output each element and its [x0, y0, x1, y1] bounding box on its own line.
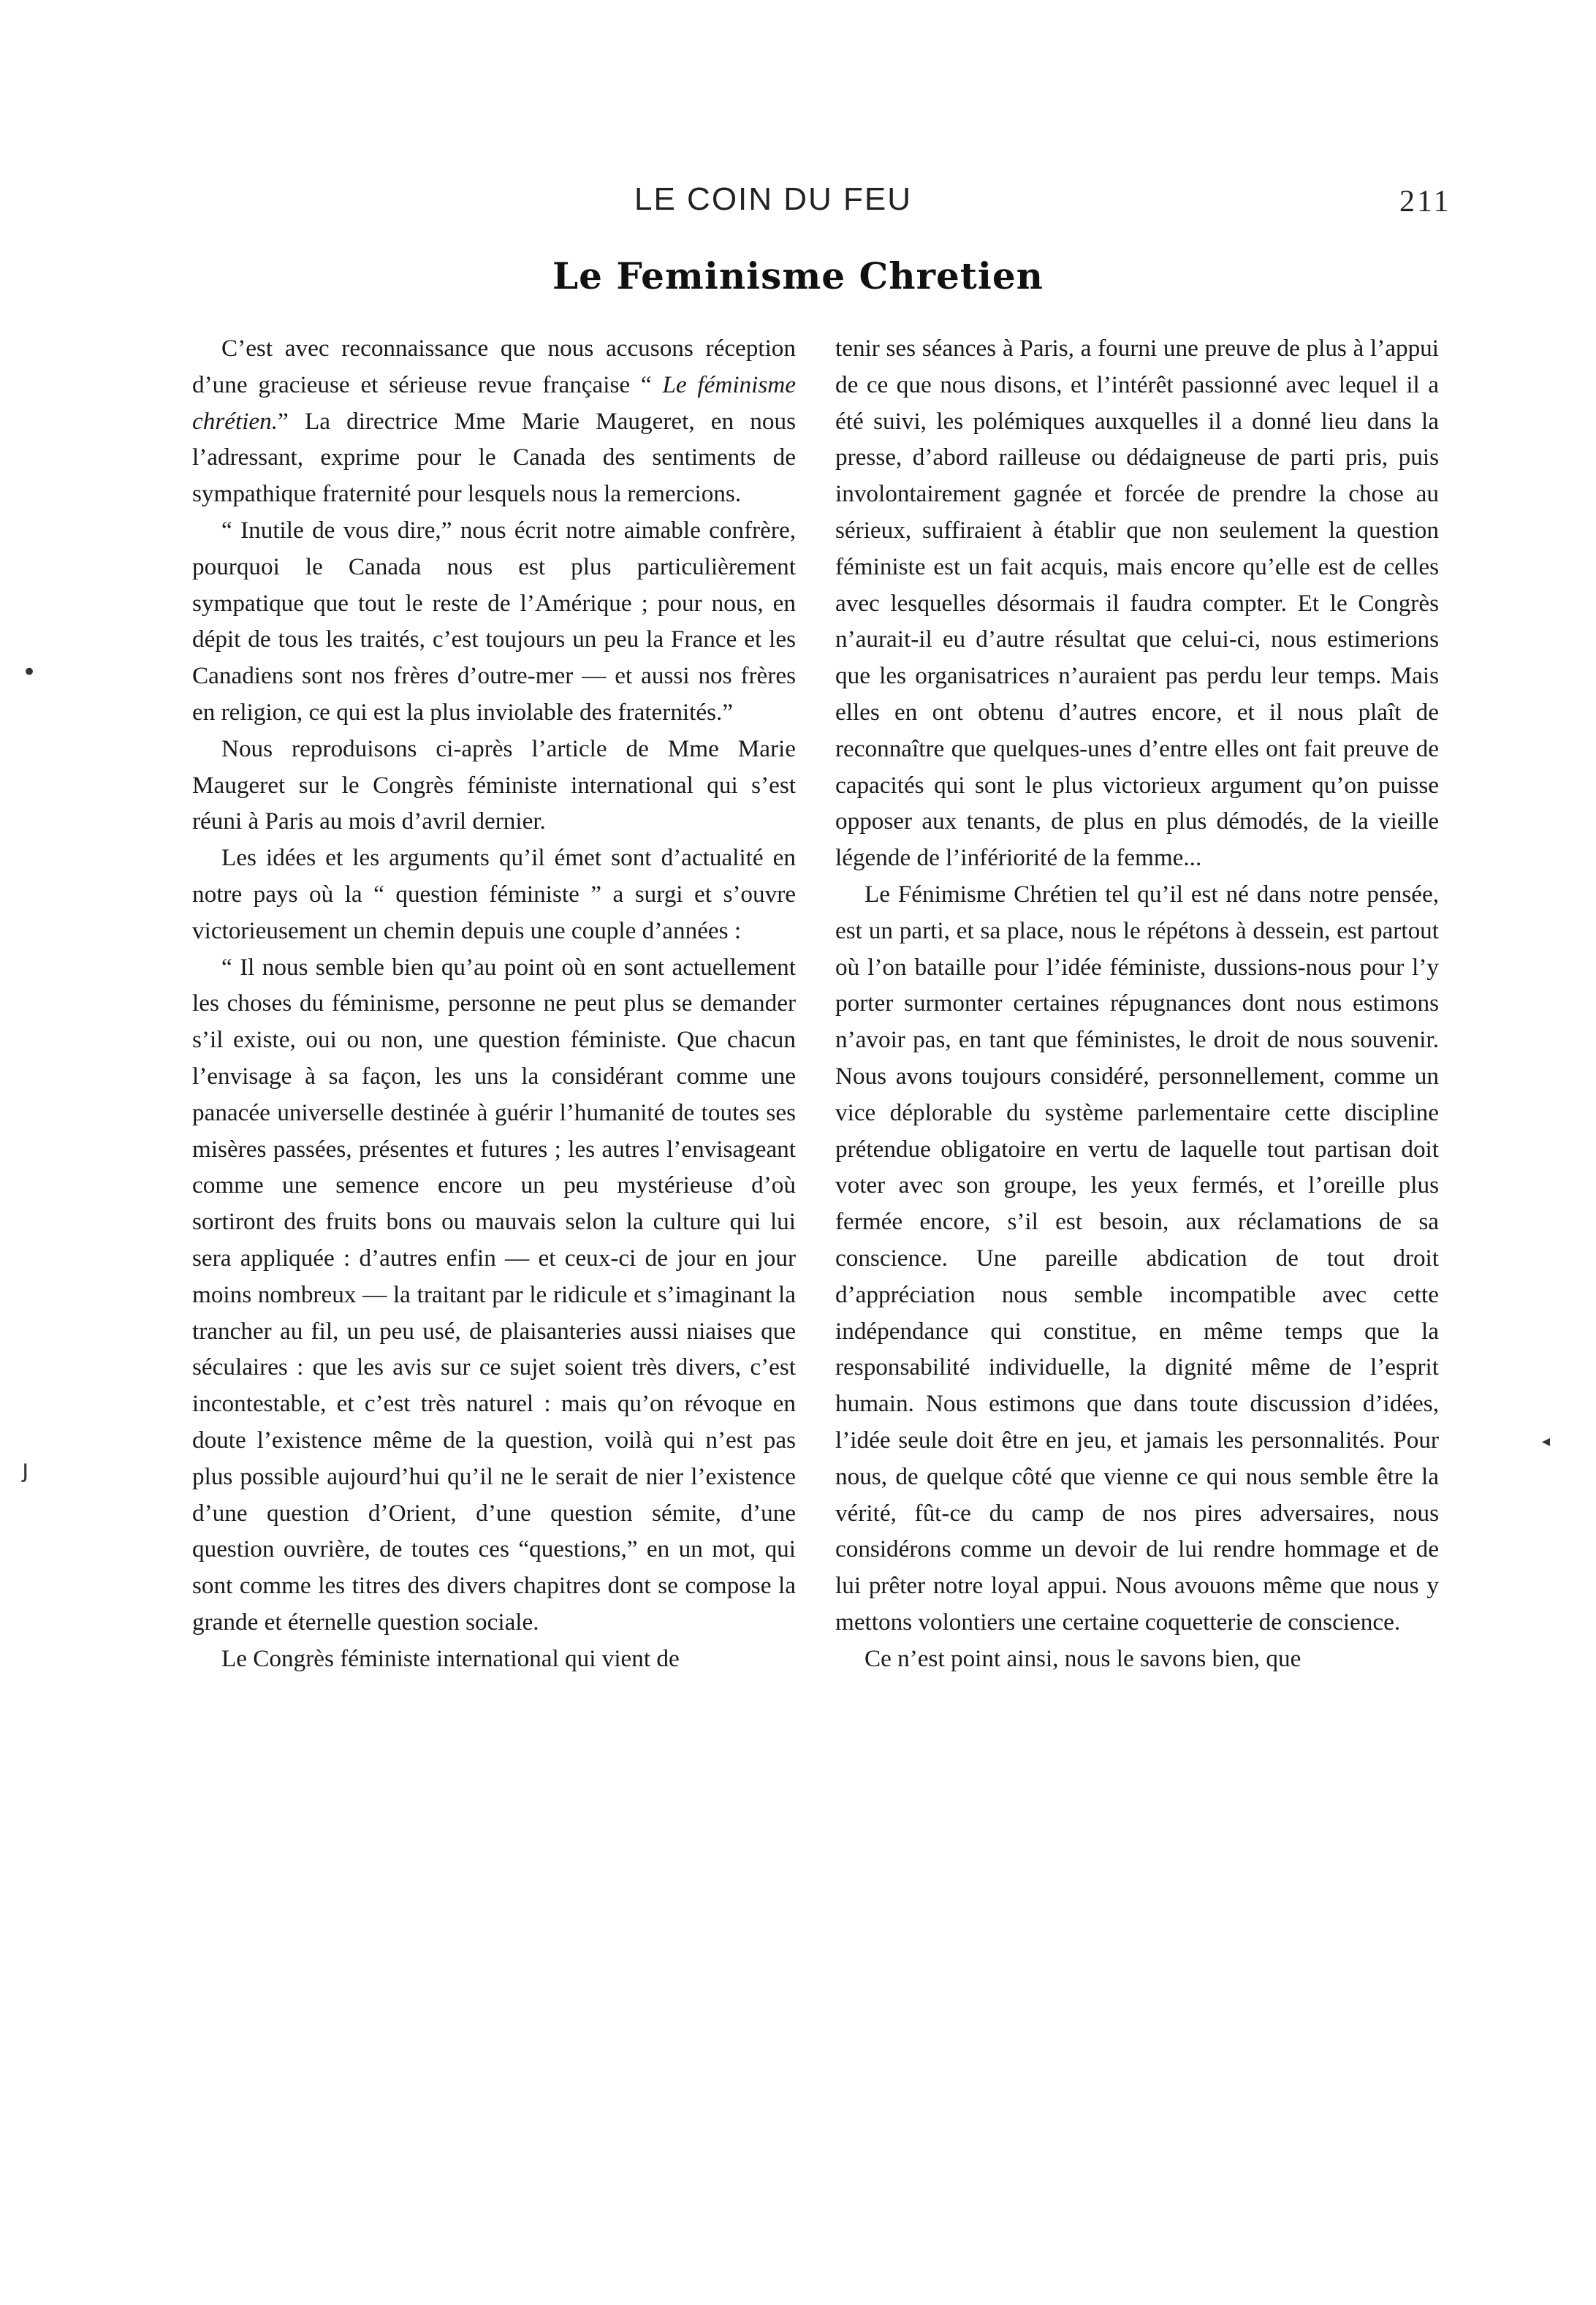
paragraph-text: C’est avec reconnaissance que nous accusons réception d’une gracieuse et sérieuse revue française “ — [192, 335, 796, 398]
running-head — [0, 181, 1596, 225]
paragraph: Le Congrès féministe international qui vient de — [221, 1644, 680, 1672]
paragraph: Ce n’est point ainsi, nous le savons bien, que — [864, 1644, 1302, 1672]
paragraph: tenir ses séances à Paris, a fourni une preuve de plus à l’appui de ce que nous disons, et l’intérêt passionné avec lequel il a été suivi, les polémiques auxquelles il a donné lieu dans la presse, d’abord railleuse ou dédaigneuse de parti pris, puis involontairement gagnée et forcée de prendre la chose au sérieux, suffiraient à établir que non seulement la question féministe est un fait acquis, mais encore qu’elle est de celles avec lesquelles désormais il faudra compter. Et le Congrès n’aurait-il eu d’autre résultat que celui-ci, nous estimerions que les organisatrices n’auraient pas perdu leur temps. Mais elles en ont obtenu d’autres encore, et il nous plaît de reconnaître que quelques-unes d’entre elles ont fait preuve de capacités qui sont le plus victorieux argument qu’on puisse opposer aux tenants, de plus en plus démodés, de la vieille légende de l’infériorité de la femme... — [835, 335, 1439, 872]
right-column — [835, 330, 1439, 1676]
margin-speck-icon: • — [22, 658, 37, 687]
paragraph-text: ” La directrice Mme Marie Maugeret, en nous l’adressant, exprime pour le Canada des sentiments de sympathique fraternité pour lesquels nous la remercions. — [192, 407, 796, 508]
journal-title: Le féminisme chrétien. — [192, 371, 796, 435]
page-number: 211 — [1399, 185, 1451, 219]
paragraph: Nous reproduisons ci-après l’article de Mme Marie Maugeret sur le Congrès féministe international qui s’est réuni à Paris au mois d’avril dernier. — [192, 734, 796, 835]
paragraph: “ Inutile de vous dire,” nous écrit notre aimable confrère, pourquoi le Canada nous est plus particulièrement sympatique que tout le reste de l’Amérique ; pour nous, en dépit de tous les traités, c’est toujours un peu la France et les Canadiens sont nos frères d’outre-mer — et aussi nos frères en religion, ce qui est la plus inviolable des fraternités.” — [192, 516, 796, 726]
paragraph: “ Il nous semble bien qu’au point où en sont actuellement les choses du féminisme, personne ne peut plus se demander s’il existe, oui ou non, une question féministe. Que chacun l’envisage à sa façon, les uns la considérant comme une panacée universelle destinée à guérir l’humanité de toutes ses misères passées, présentes et futures ; les autres l’envisageant comme une semence encore un peu mystérieuse d’où sortiront des fruits bons ou mauvais selon la culture qui lui sera appliquée : d’autres enfin — et ceux-ci de jour en jour moins nombreux — la traitant par le ridicule et s’imaginant la trancher au fil, un peu usé, de plaisanteries aussi niaises que séculaires : que les avis sur ce sujet soient très divers, c’est incontestable, et c’est très naturel : mais qu’on révoque en doute l’existence même de la question, voilà qui n’est pas plus possible aujourd’hui qu’il ne le serait de nier l’existence d’une question d’Orient, d’une question sémite, d’une question ouvrière, de toutes ces “questions,” en un mot, qui sont comme les titres des divers chapitres dont se compose la grande et éternelle question sociale. — [192, 953, 796, 1636]
margin-speck-icon: ◂ — [1542, 1432, 1551, 1451]
running-title: LE COIN DU FEU — [634, 181, 913, 217]
paragraph — [192, 330, 796, 512]
article-title: Le Feminisme Chretien — [552, 254, 1044, 297]
paragraph: Les idées et les arguments qu’il émet sont d’actualité en notre pays où la “ question féministe ” a surgi et s’ouvre victorieusement un chemin depuis une couple d’années : — [192, 844, 796, 944]
paragraph: Le Fénimisme Chrétien tel qu’il est né dans notre pensée, est un parti, et sa place, nous le répétons à dessein, est partout où l’on bataille pour l’idée féministe, dussions-nous pour l’y porter surmonter certaines répugnances dont nous estimons n’avoir pas, en tant que féministes, le droit de nous souvenir. Nous avons toujours considéré, personnellement, comme un vice déplorable du système parlementaire cette discipline prétendue obligatoire en vertu de laquelle tout partisan doit voter avec son groupe, les yeux fermés, et l’oreille plus fermée encore, s’il est besoin, aux réclamations de sa conscience. Une pareille abdication de tout droit d’appréciation nous semble incompatible avec cette indépendance qui constitue, en même temps que la responsabilité individuelle, la dignité même de l’esprit humain. Nous estimons que dans toute discussion d’idées, l’idée seule doit être en jeu, et jamais les personnalités. Pour nous, de quelque côté que vienne ce qui nous semble être la vérité, fût-ce du camp de nos pires adversaires, nous considérons comme un devoir de lui rendre hommage et de lui prêter notre loyal appui. Nous avouons même que nous y mettons volontiers une certaine coquetterie de conscience. — [835, 880, 1439, 1636]
margin-speck-icon: ȷ — [22, 1454, 29, 1484]
left-column — [192, 330, 796, 1676]
